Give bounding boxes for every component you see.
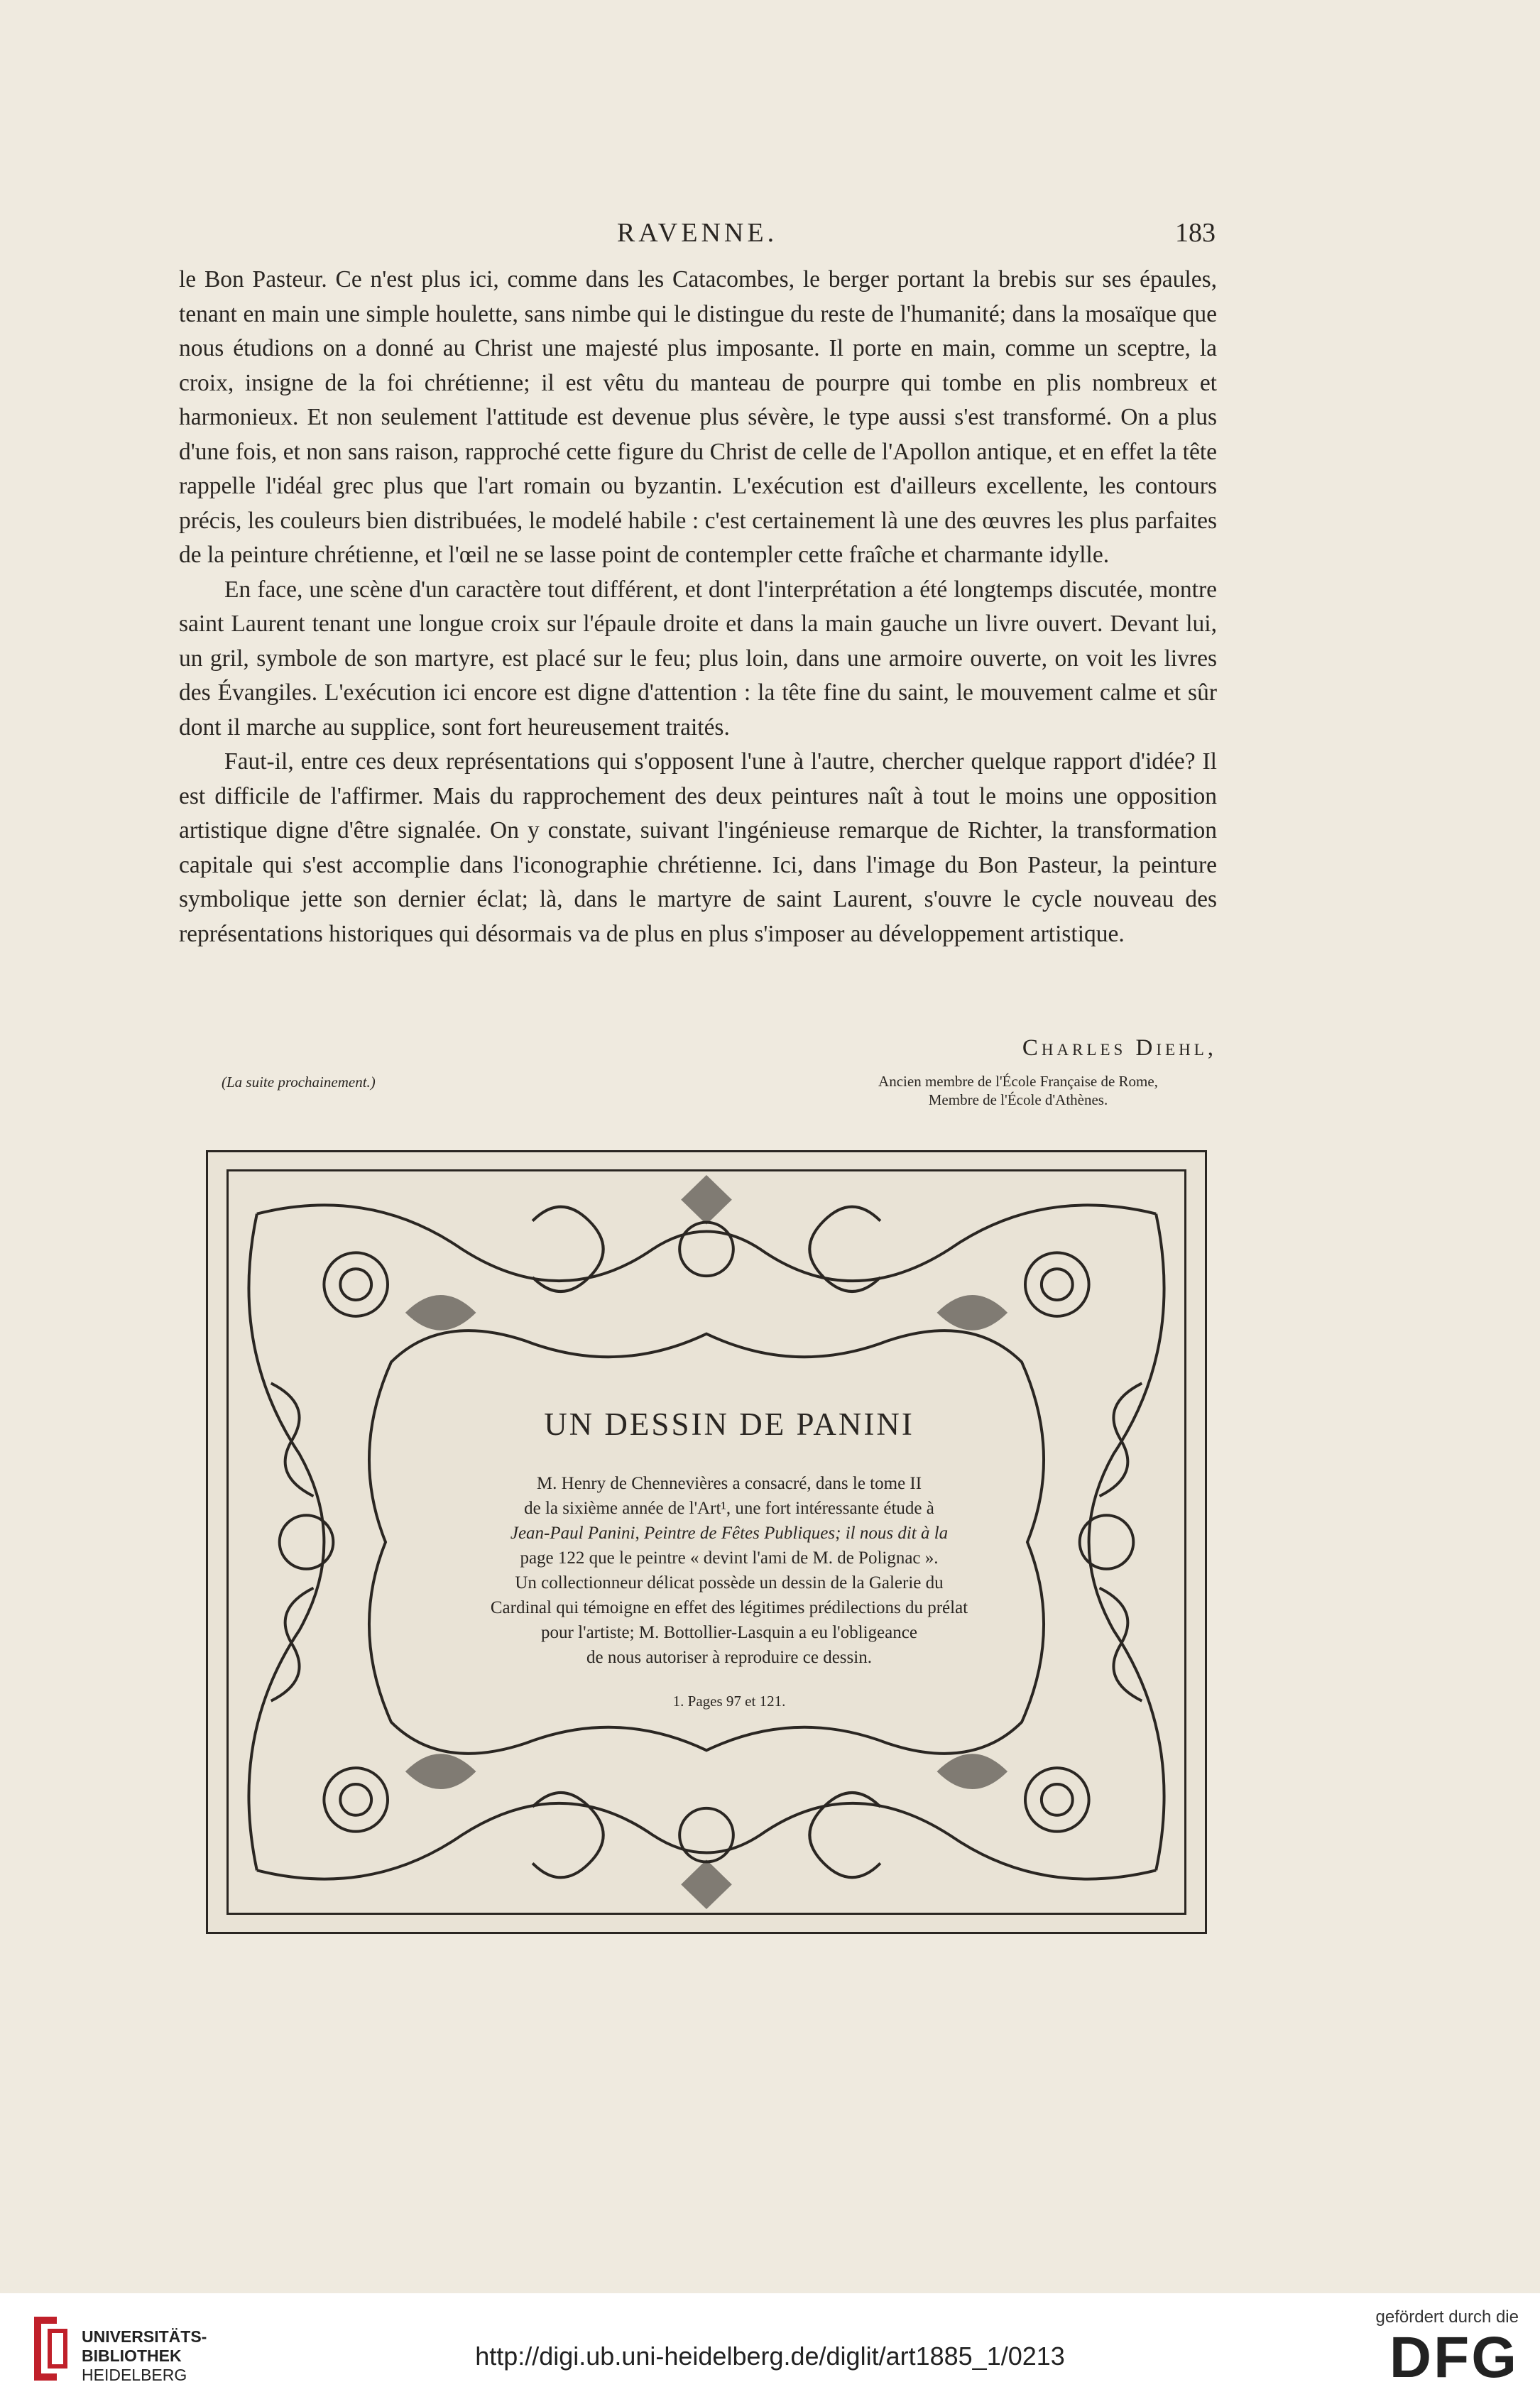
- plate-footnote: 1. Pages 97 et 121.: [672, 1693, 786, 1710]
- author-title-line: Ancien membre de l'École Française de Rome,: [878, 1073, 1158, 1090]
- article-body: [179, 263, 1217, 951]
- engraved-plate: [206, 1150, 1207, 1934]
- plate-text-line: page 122 que le peintre « devint l'ami de M. de Polignac ».: [520, 1548, 939, 1568]
- running-title: RAVENNE.: [616, 218, 778, 248]
- plate-inner-frame: [226, 1169, 1186, 1915]
- library-name-line: BIBLIOTHEK: [82, 2346, 182, 2365]
- plate-text-line: Cardinal qui témoigne en effet des légitimes prédilections du prélat: [490, 1598, 968, 1617]
- library-name-line: UNIVERSITÄTS-: [82, 2327, 207, 2346]
- plate-text: [392, 1471, 1066, 1670]
- author-title-line: Membre de l'École d'Athènes.: [928, 1091, 1108, 1108]
- viewer-footer: [0, 2293, 1540, 2404]
- plate-text-line: pour l'artiste; M. Bottollier-Lasquin a eu l'obligeance: [541, 1623, 917, 1642]
- funding-logo[interactable]: [1355, 2307, 1519, 2393]
- plate-text-line: Jean-Paul Panini, Peintre de Fêtes Publiques; il nous dit à la: [510, 1524, 949, 1543]
- plate-title: UN DESSIN DE PANINI: [544, 1406, 914, 1442]
- dfg-logo-mark: DFG: [1389, 2325, 1519, 2390]
- continued-note: (La suite prochainement.): [222, 1073, 376, 1091]
- author-title: [819, 1072, 1217, 1109]
- library-name-line: HEIDELBERG: [82, 2366, 187, 2384]
- author-name: Charles Diehl,: [1022, 1035, 1217, 1061]
- paragraph: Faut-il, entre ces deux représentations qui s'opposent l'une à l'autre, chercher quelque rapport d'idée? Il est difficile de l'affirmer. Mais du rapprochement des deux peintures naît à tout le moins une opposition artistique digne d'être signalée. On y constate, suivant l'ingénieuse remarque de Richter, la transformation capitale qui s'est accomplie dans l'iconographie chrétienne. Ici, dans l'image du Bon Pasteur, la peinture symbolique jette son dernier éclat; là, dans le martyre de saint Laurent, s'ouvre le cycle nouveau des représentations historiques qui désormais va de plus en plus s'imposer au développement artistique.: [179, 748, 1217, 947]
- plate-cartouche: [392, 1384, 1066, 1711]
- plate-text-line: M. Henry de Chennevières a consacré, dans le tome II: [536, 1474, 922, 1493]
- plate-text-line: de la sixième année de l'Art¹, une fort intéressante étude à: [524, 1499, 934, 1518]
- plate-text-line: Un collectionneur délicat possède un dessin de la Galerie du: [515, 1573, 944, 1592]
- funding-caption: gefördert durch die: [1375, 2307, 1519, 2327]
- permalink-url[interactable]: http://digi.ub.uni-heidelberg.de/diglit/art1885_1/0213: [475, 2342, 1065, 2371]
- signature-block: [179, 1035, 1217, 1106]
- plate-text-line: de nous autoriser à reproduire ce dessin.: [586, 1648, 872, 1667]
- page-number: 183: [1175, 218, 1216, 248]
- paragraph: le Bon Pasteur. Ce n'est plus ici, comme dans les Catacombes, le berger portant la brebis sur ses épaules, tenant en main une simple houlette, sans nimbe qui le distingue du reste de l'humanité; dans la mosaïque que nous étudions on a donné au Christ une majesté plus imposante. Il porte en main, comme un sceptre, la croix, insigne de la foi chrétienne; il est vêtu du manteau de pourpre qui tombe en plis nombreux et harmonieux. Et non seulement l'attitude est devenue plus sévère, le type aussi s'est transformé. On a plus d'une fois, et non sans raison, rapproché cette figure du Christ de celle de l'Apollon antique, et en effet la tête rappelle l'idéal grec plus que l'art romain ou byzantin. L'exécution est d'ailleurs excellente, les contours précis, les couleurs bien distribuées, le modelé habile : c'est certainement là une des œuvres les plus parfaites de la peinture chrétienne, et l'œil ne se lasse point de contempler cette fraîche et charmante idylle.: [179, 266, 1217, 568]
- paragraph: En face, une scène d'un caractère tout différent, et dont l'interprétation a été longtemps discutée, montre saint Laurent tenant une longue croix sur l'épaule droite et dans la main gauche un livre ouvert. Devant lui, un gril, symbole de son martyre, est placé sur le feu; plus loin, dans une armoire ouverte, on voit les livres des Évangiles. L'exécution ici encore est digne d'attention : la tête fine du saint, le mouvement calme et sûr dont il marche au supplice, sont fort heureusement traités.: [179, 576, 1217, 741]
- page-header: [179, 217, 1216, 253]
